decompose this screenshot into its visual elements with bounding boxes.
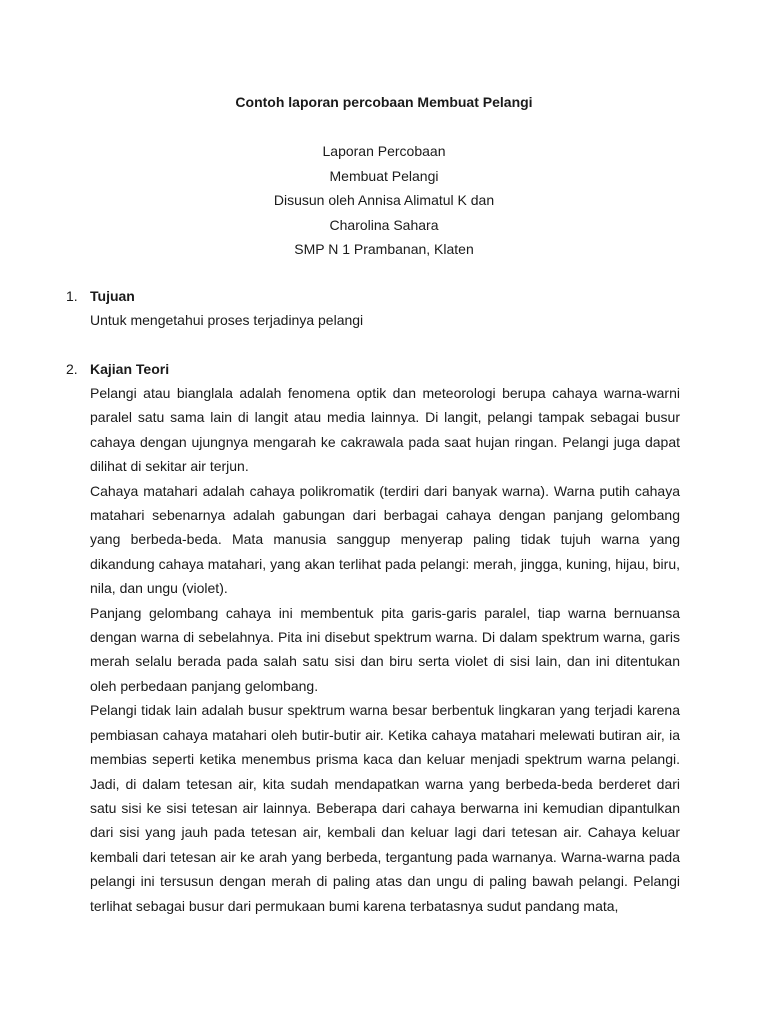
section-heading: Kajian Teori — [90, 361, 170, 377]
paragraph: Panjang gelombang cahaya ini membentuk pita garis-garis paralel, tiap warna bernuansa dengan warna di sebelahnya. Pita ini disebut spektrum warna. Di dalam spektrum warna, garis merah selalu berada pada salah satu sisi dan biru serta violet di sisi lain, dan ini ditentukan oleh perbedaan panjang gelombang. — [90, 604, 680, 694]
report-header — [0, 139, 768, 262]
header-line-school: SMP N 1 Prambanan, Klaten — [294, 241, 474, 257]
paragraph: Cahaya matahari adalah cahaya polikromatik (terdiri dari banyak warna). Warna putih cahaya matahari sebenarnya adalah gabungan dari berbagai cahaya dengan panjang gelombang yang berbeda-beda. Mata manusia sanggup menyerap paling tidak tujuh warna yang dikandung cahaya matahari, yang akan terlihat pada pelangi: merah, jingga, kuning, hijau, biru, nila, dan ungu (violet). — [90, 482, 680, 597]
paragraph: Pelangi tidak lain adalah busur spektrum warna besar berbentuk lingkaran yang terjadi karena pembiasan cahaya matahari oleh butir-butir air. Ketika cahaya matahari melewati butiran air, ia membias seperti ketika menembus prisma kaca dan keluar menjadi spektrum warna pelangi. Jadi, di dalam tetesan air, kita sudah mendapatkan warna yang berbeda-beda berderet dari satu sisi ke sisi tetesan air lainnya. Beberapa dari cahaya berwarna ini kemudian dipantulkan dari sisi yang jauh pada tetesan air, kembali dan keluar lagi dari tetesan air. Cahaya keluar kembali dari tetesan air ke arah yang berbeda, tergantung pada warnanya. Warna-warna pada pelangi ini tersusun dengan merah di paling atas dan ungu di paling bawah pelangi. Pelangi terlihat sebagai busur dari permukaan bumi karena terbatasnya sudut pandang mata, — [90, 702, 680, 914]
section-body — [90, 308, 680, 332]
section-tujuan — [66, 284, 680, 332]
section-number: 2. — [66, 361, 78, 377]
paragraph: Pelangi atau bianglala adalah fenomena optik dan meteorologi berupa cahaya warna-warni paralel satu sama lain di langit atau media lainnya. Di langit, pelangi tampak sebagai busur cahaya dengan ujungnya mengarah ke cakrawala pada saat hujan ringan. Pelangi juga dapat dilihat di sekitar air terjun. — [90, 385, 680, 475]
section-header — [66, 284, 680, 308]
header-line-subject: Membuat Pelangi — [329, 167, 439, 184]
document-title: Contoh laporan percobaan Membuat Pelangi — [235, 94, 533, 110]
section-number: 1. — [66, 288, 78, 304]
header-line-authors: Disusun oleh Annisa Alimatul K dan — [273, 192, 495, 208]
header-line-report-type: Laporan Percobaan — [322, 143, 446, 159]
paragraph: Untuk mengetahui proses terjadinya pelangi — [90, 312, 364, 328]
section-kajian-teori — [66, 357, 680, 918]
section-header — [66, 357, 680, 381]
header-line-author-2: Charolina Sahara — [329, 216, 439, 233]
section-heading: Tujuan — [90, 288, 135, 304]
section-body — [90, 381, 680, 918]
